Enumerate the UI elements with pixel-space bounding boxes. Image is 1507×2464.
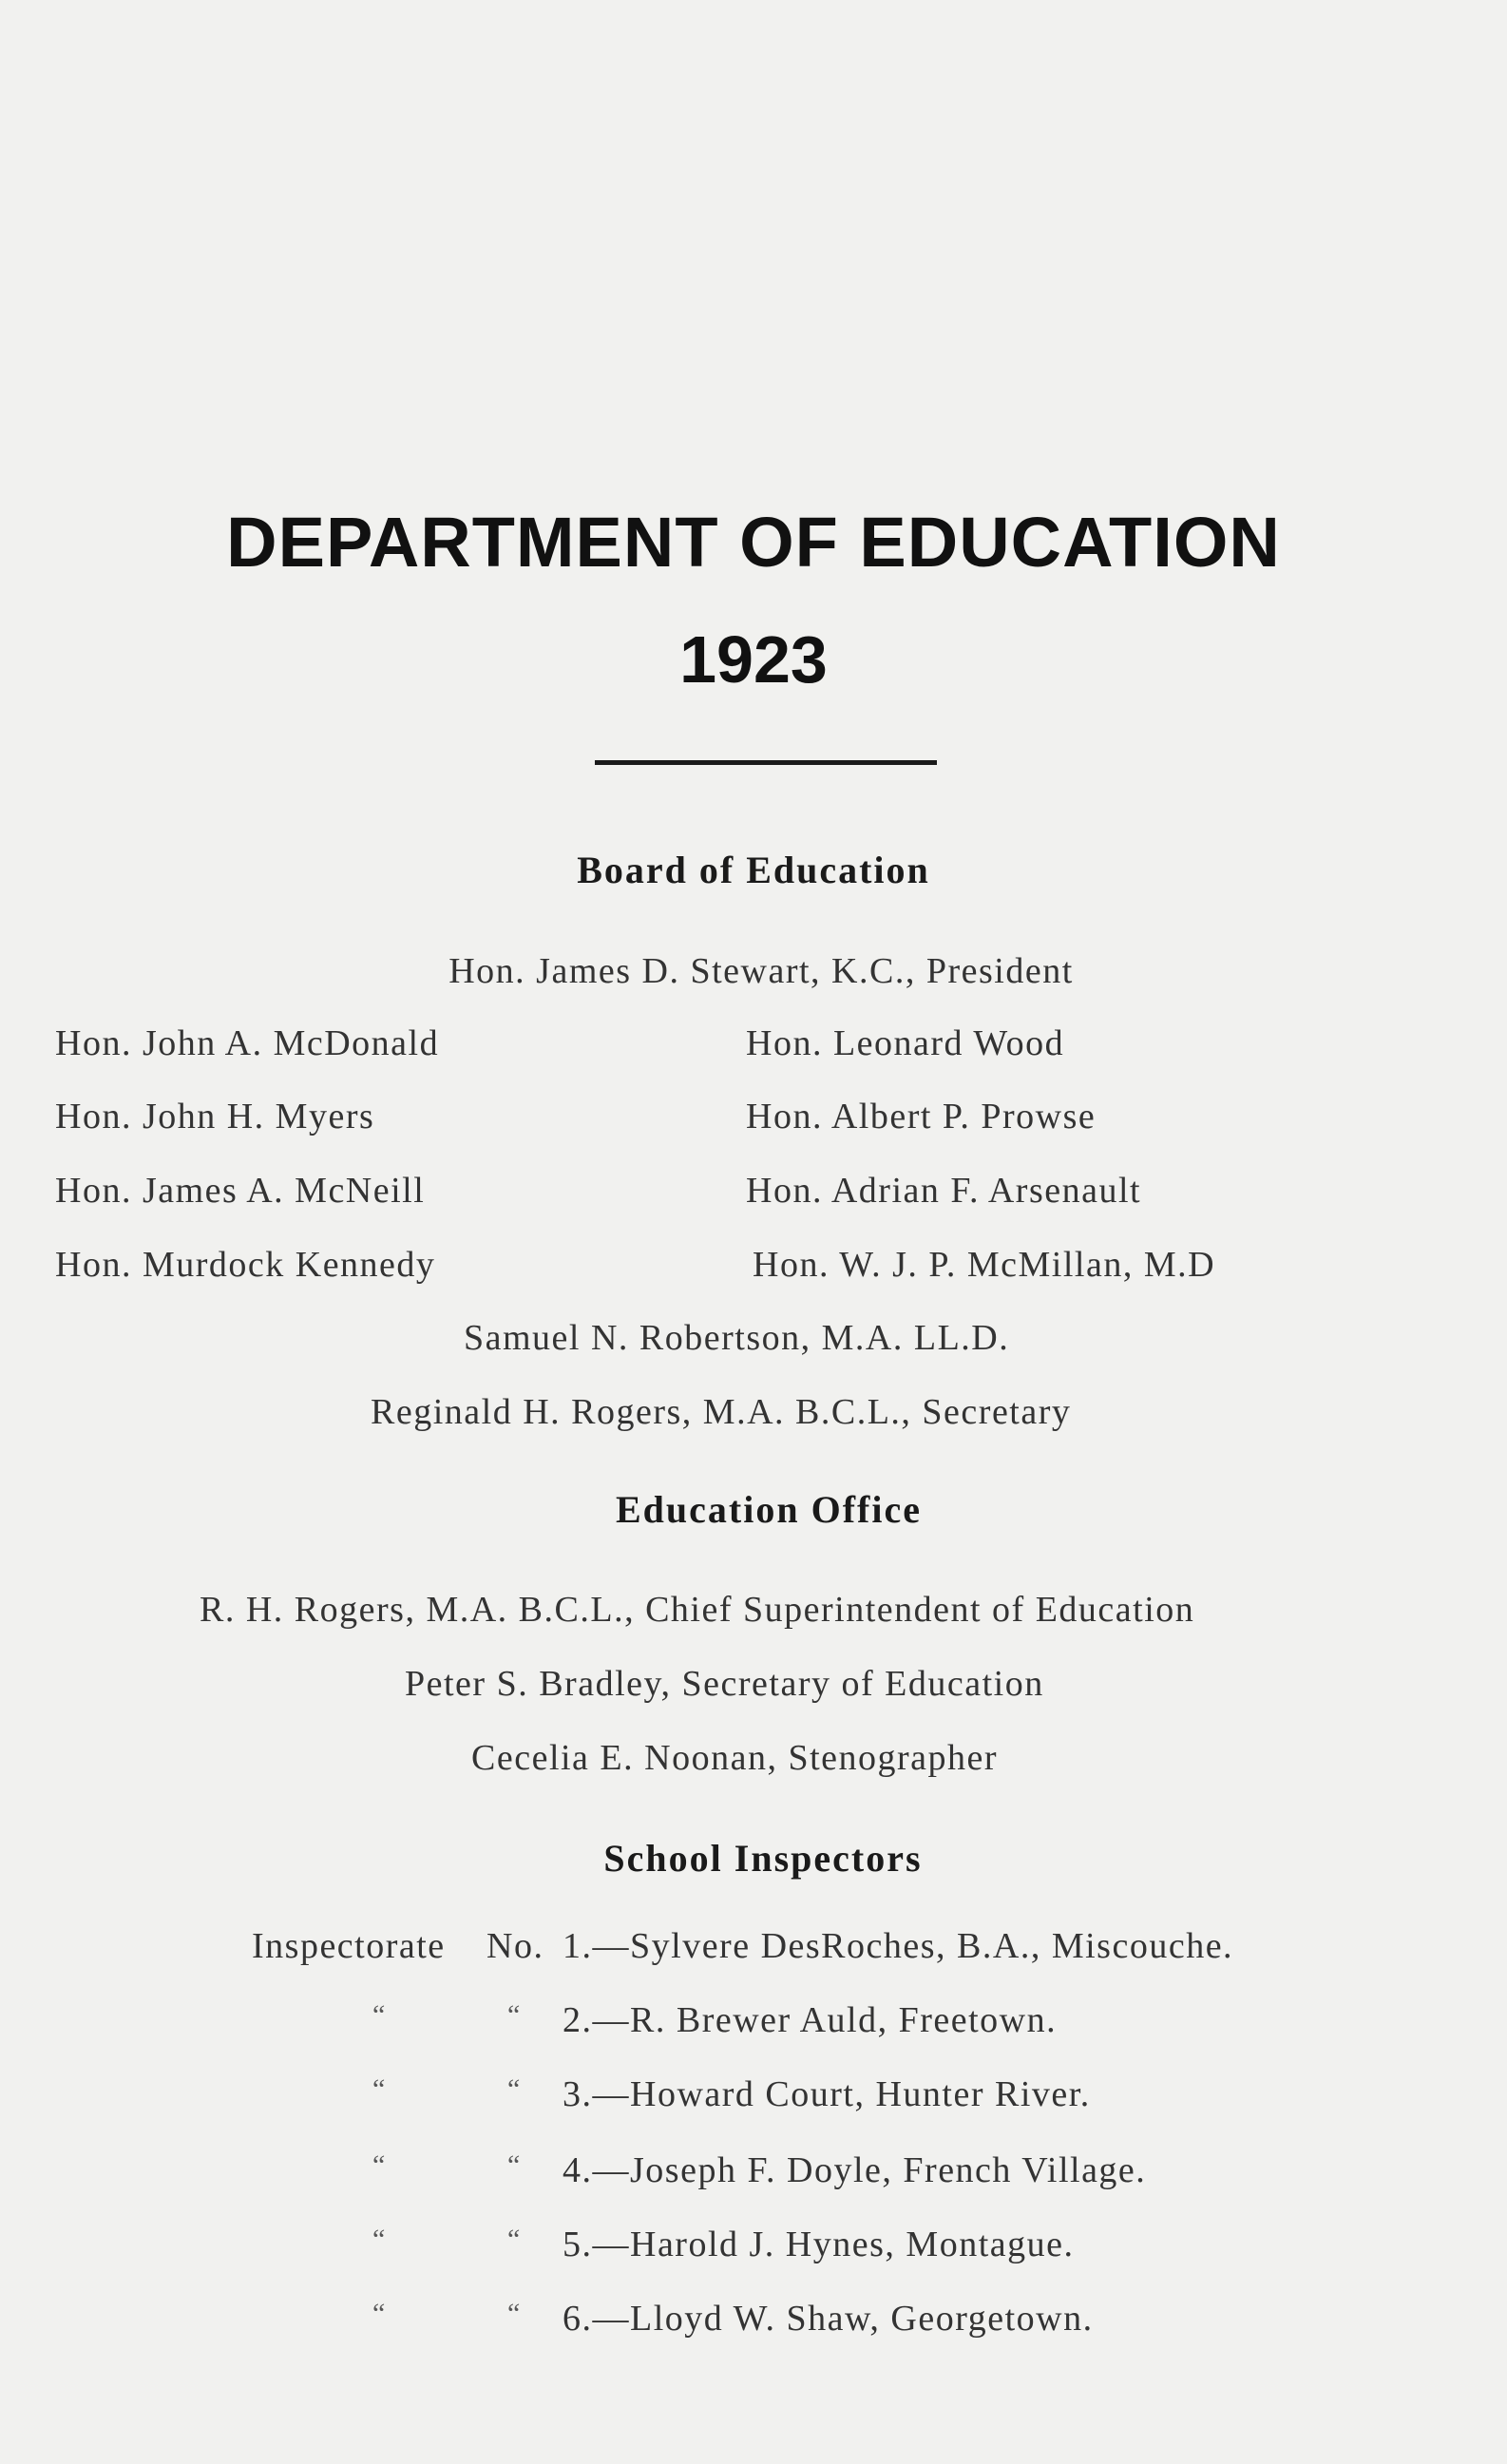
inspector-entry: 3.—Howard Court, Hunter River. bbox=[563, 2074, 1091, 2114]
inspector-entry: 6.—Lloyd W. Shaw, Georgetown. bbox=[563, 2299, 1094, 2339]
ditto-mark: “ bbox=[372, 2224, 386, 2255]
office-staff-line: R. H. Rogers, M.A. B.C.L., Chief Superintendent of Education bbox=[200, 1590, 1195, 1630]
ditto-mark: “ bbox=[507, 2224, 521, 2255]
inspectors-heading: School Inspectors bbox=[603, 1837, 923, 1880]
board-member-left: Hon. James A. McNeill bbox=[55, 1171, 426, 1211]
board-president: Hon. James D. Stewart, K.C., President bbox=[448, 951, 1074, 991]
board-member-left: Hon. John A. McDonald bbox=[55, 1023, 440, 1063]
inspectorate-no-label: No. bbox=[486, 1926, 544, 1966]
ditto-mark: “ bbox=[507, 1999, 521, 2031]
board-heading: Board of Education bbox=[577, 849, 930, 891]
ditto-mark: “ bbox=[507, 2073, 521, 2105]
ditto-mark: “ bbox=[507, 2298, 521, 2329]
ditto-mark: “ bbox=[372, 2149, 386, 2181]
ditto-mark: “ bbox=[507, 2149, 521, 2181]
ditto-mark: “ bbox=[372, 2298, 386, 2329]
ditto-mark: “ bbox=[372, 2073, 386, 2105]
office-staff-line: Cecelia E. Noonan, Stenographer bbox=[471, 1738, 999, 1778]
inspector-entry: 1.—Sylvere DesRoches, B.A., Miscouche. bbox=[563, 1926, 1234, 1966]
office-staff-line: Peter S. Bradley, Secretary of Education bbox=[405, 1664, 1044, 1704]
inspector-entry: 5.—Harold J. Hynes, Montague. bbox=[563, 2225, 1075, 2264]
title-divider bbox=[595, 760, 937, 765]
inspector-entry: 2.—R. Brewer Auld, Freetown. bbox=[563, 2000, 1058, 2040]
inspector-entry: 4.—Joseph F. Doyle, French Village. bbox=[563, 2150, 1147, 2190]
board-member-right: Hon. W. J. P. McMillan, M.D bbox=[753, 1245, 1216, 1285]
page-title: DEPARTMENT OF EDUCATION bbox=[226, 503, 1281, 582]
board-member-left: Hon. Murdock Kennedy bbox=[55, 1245, 436, 1285]
board-member-extra: Samuel N. Robertson, M.A. LL.D. bbox=[464, 1318, 1010, 1358]
board-member-left: Hon. John H. Myers bbox=[55, 1097, 375, 1136]
board-secretary: Reginald H. Rogers, M.A. B.C.L., Secretary bbox=[371, 1392, 1072, 1432]
board-member-right: Hon. Adrian F. Arsenault bbox=[746, 1171, 1142, 1211]
ditto-mark: “ bbox=[372, 1999, 386, 2031]
page-year: 1923 bbox=[679, 622, 828, 697]
inspectorate-label: Inspectorate bbox=[252, 1926, 446, 1966]
board-member-right: Hon. Albert P. Prowse bbox=[746, 1097, 1097, 1136]
board-member-right: Hon. Leonard Wood bbox=[746, 1023, 1065, 1063]
office-heading: Education Office bbox=[616, 1488, 922, 1531]
